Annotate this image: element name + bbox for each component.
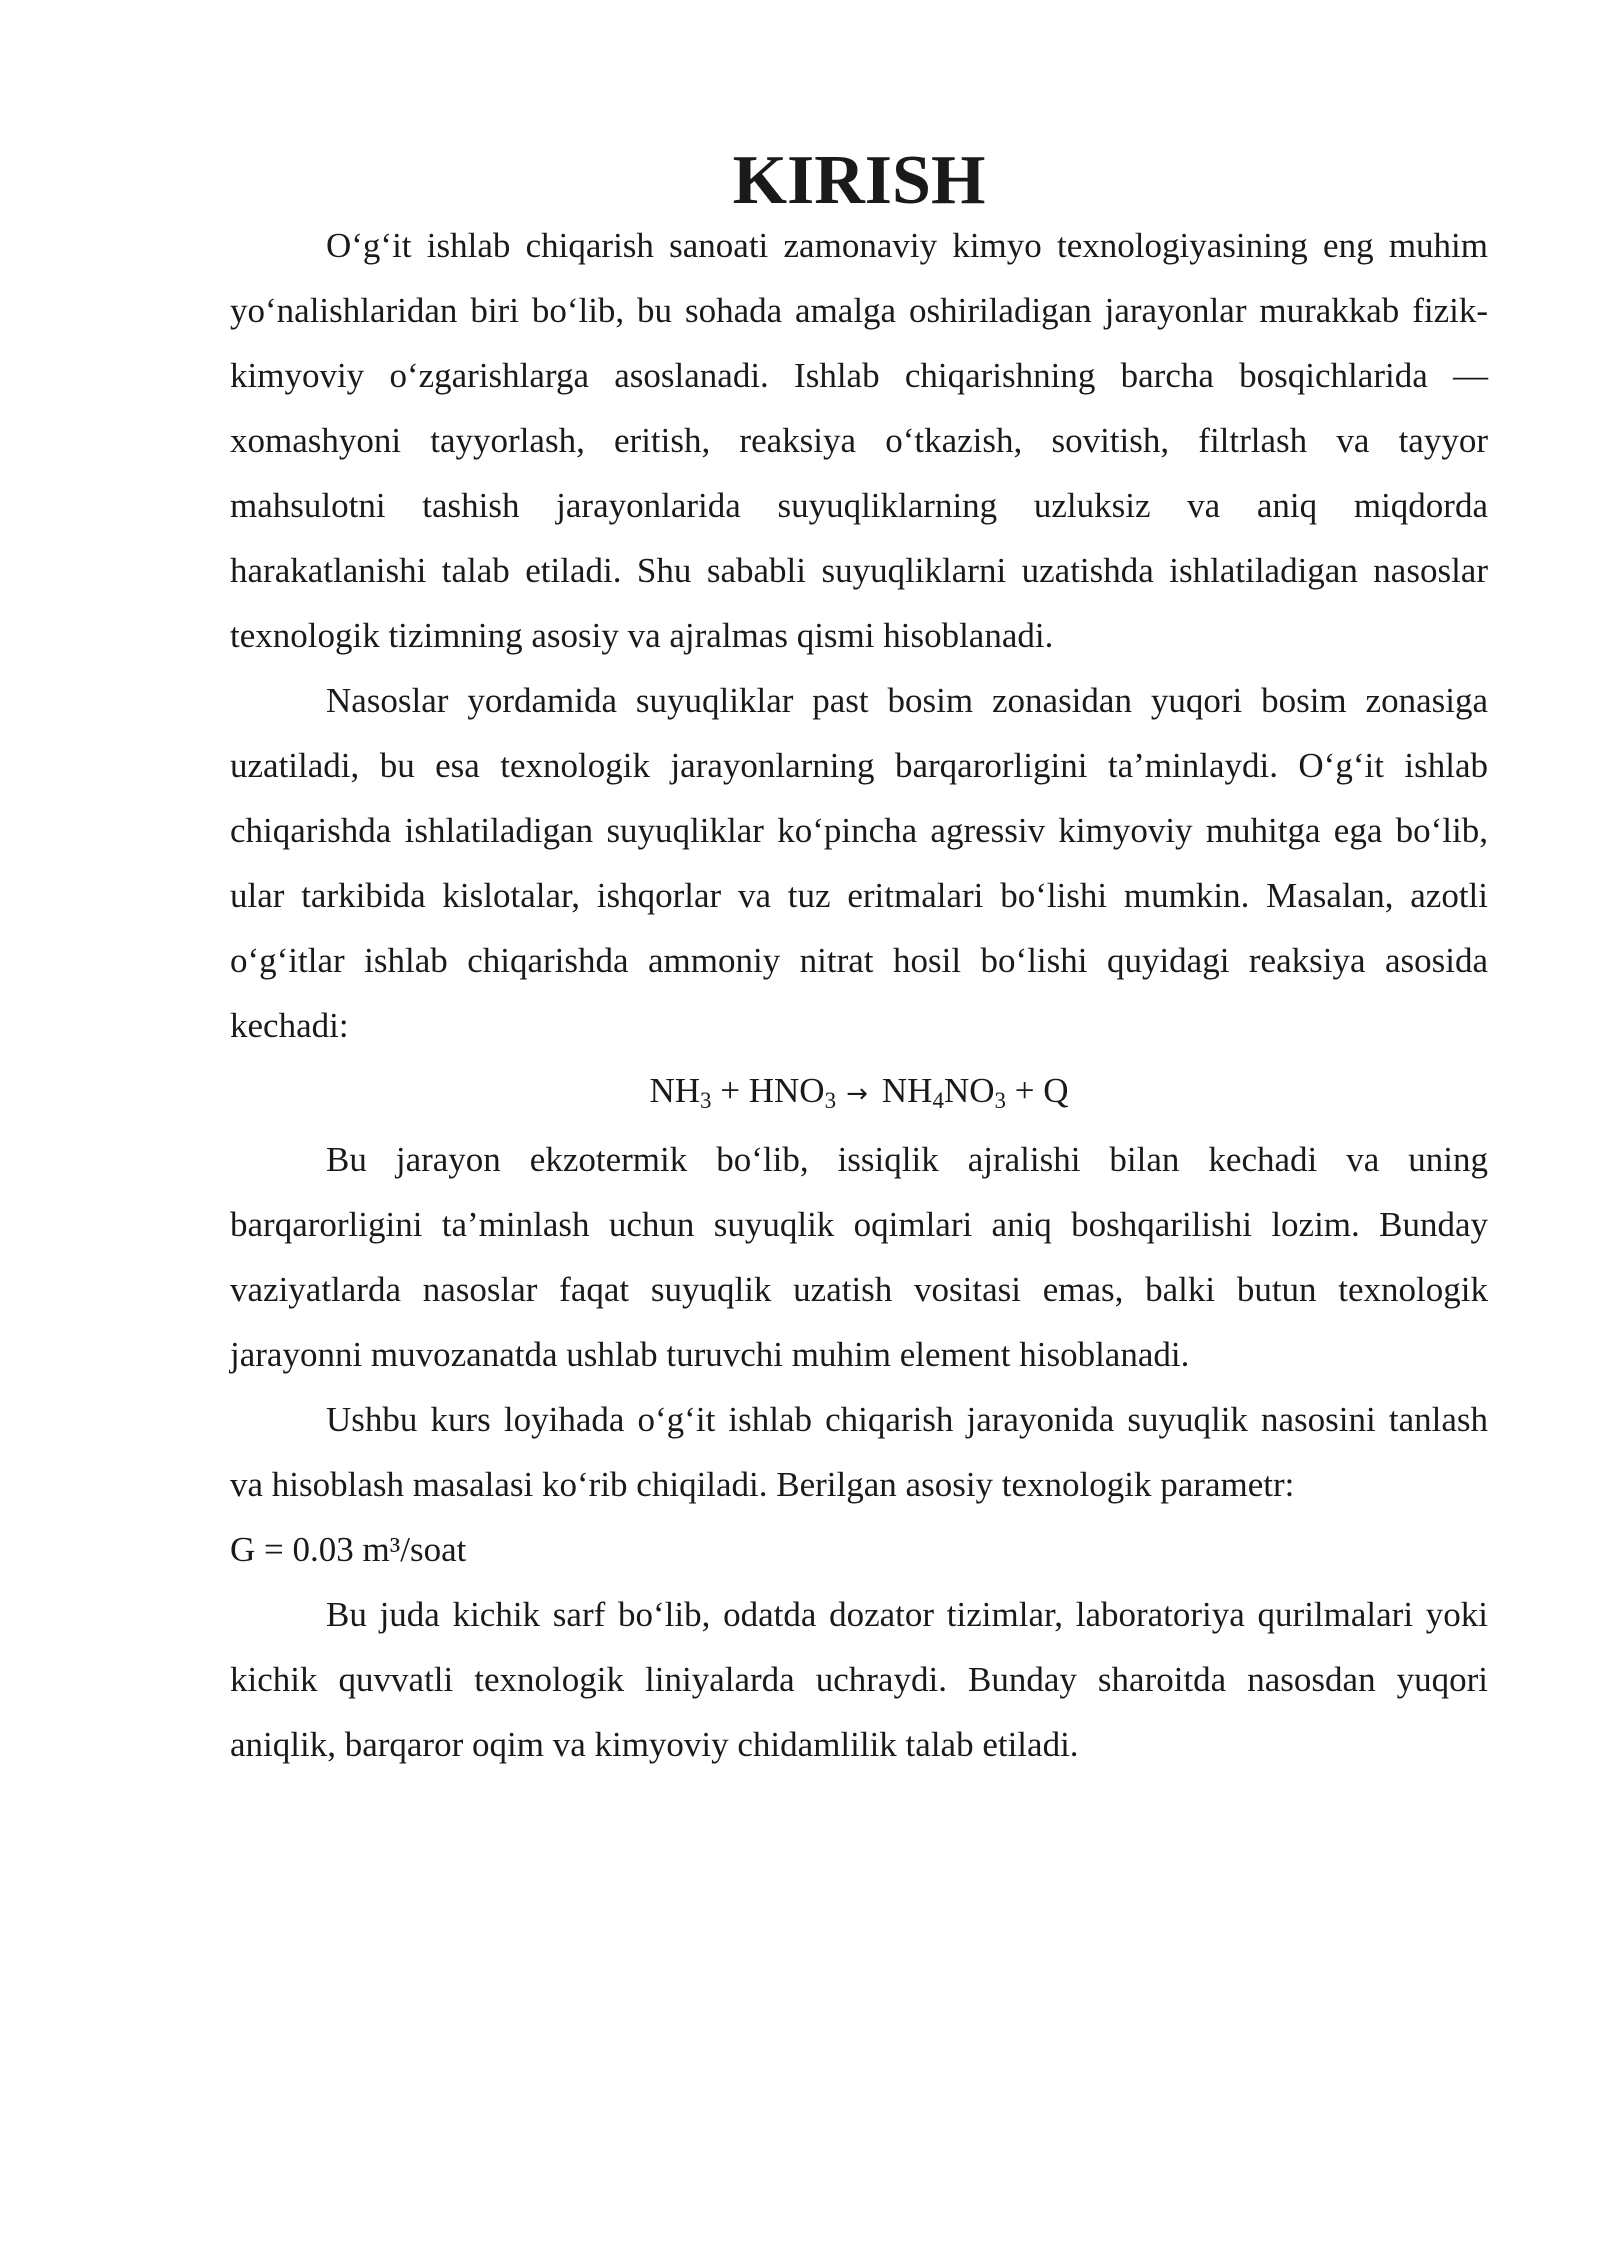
parameter-line: G = 0.03 m³/soat (230, 1530, 467, 1569)
equation-term-q: + Q (1006, 1071, 1069, 1110)
paragraph-5: Bu juda kichik sarf bo‘lib, odatda dozator tizimlar, laboratoriya qurilmalari yoki kichik quvvatli texnologik liniyalarda uchraydi. Bunday sharoitda nasosdan yuqori aniqlik, barqaror oqim va kimyoviy chidamlilik talab etiladi. (230, 1595, 1488, 1764)
equation-term-nh: NH (649, 1071, 701, 1110)
equation-subscript: 3 (700, 1088, 712, 1113)
document-body (230, 142, 1488, 1777)
paragraph-1: O‘g‘it ishlab chiqarish sanoati zamonaviy kimyo texnologiyasining eng muhim yo‘nalishlaridan biri bo‘lib, bu sohada amalga oshiriladigan jarayonlar murakkab fizik-kimyoviy o‘zgarishlarga asoslanadi. Ishlab chiqarishning barcha bosqichlarida — xomashyoni tayyorlash, eritish, reaksiya o‘tkazish, sovitish, filtrlash va tayyor mahsulotni tashish jarayonlarida suyuqliklarning uzluksiz va aniq miqdorda harakatlanishi talab etiladi. Shu sababli suyuqliklarni uzatishda ishlatiladigan nasoslar texnologik tizimning asosiy va ajralmas qismi hisoblanadi. (230, 226, 1488, 655)
equation-subscript: 4 (932, 1088, 944, 1113)
paragraph-3: Bu jarayon ekzotermik bo‘lib, issiqlik ajralishi bilan kechadi va uning barqarorligini ta’minlash uchun suyuqlik oqimlari aniq boshqarilishi lozim. Bunday vaziyatlarda nasoslar faqat suyuqlik uzatish vositasi emas, balki butun texnologik jarayonni muvozanatda ushlab turuvchi muhim element hisoblanadi. (230, 1140, 1488, 1374)
equation-term-hno: + HNO (711, 1071, 825, 1110)
equation-subscript: 3 (994, 1088, 1007, 1113)
equation-subscript: 3 (824, 1088, 837, 1113)
reaction-equation (230, 1058, 1488, 1127)
page-title: KIRISH (732, 142, 986, 219)
reaction-arrow-icon: → (846, 1079, 868, 1109)
equation-term-no: NO (943, 1071, 995, 1110)
equation-term-nh4: NH (881, 1071, 933, 1110)
paragraph-2: Nasoslar yordamida suyuqliklar past bosim zonasidan yuqori bosim zonasiga uzatiladi, bu esa texnologik jarayonlarning barqarorligini ta’minlaydi. O‘g‘it ishlab chiqarishda ishlatiladigan suyuqliklar ko‘pincha agressiv kimyoviy muhitga ega bo‘lib, ular tarkibida kislotalar, ishqorlar va tuz eritmalari bo‘lishi mumkin. Masalan, azotli o‘g‘itlar ishlab chiqarishda ammoniy nitrat hosil bo‘lishi quyidagi reaksiya asosida kechadi: (230, 681, 1488, 1045)
paragraph-4: Ushbu kurs loyihada o‘g‘it ishlab chiqarish jarayonida suyuqlik nasosini tanlash va hisoblash masalasi ko‘rib chiqiladi. Berilgan asosiy texnologik parametr: (230, 1400, 1488, 1504)
